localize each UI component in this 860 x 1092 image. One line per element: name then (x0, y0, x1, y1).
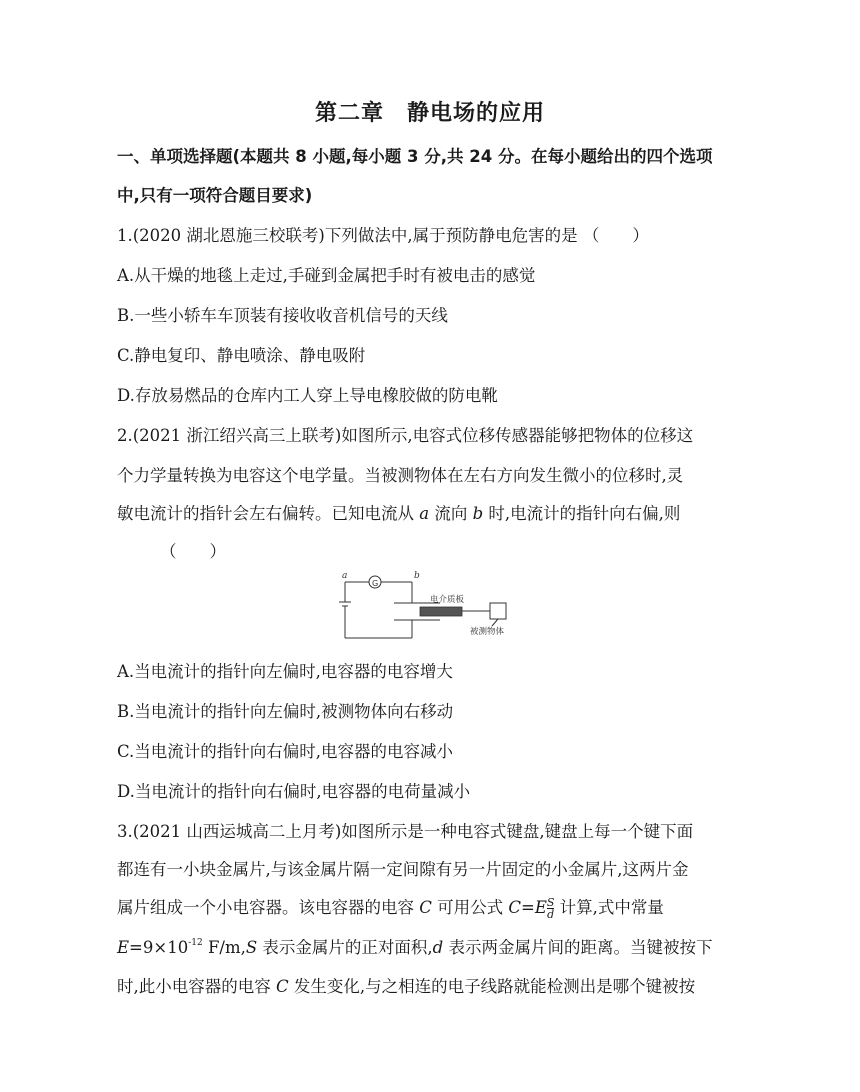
q3-line3: 属片组成一个小电容器。该电容器的电容 C 可用公式 C=E $\frac{S}{d}$ 计算,式中常量 (117, 896, 664, 921)
capacitance-formula: C=E (508, 898, 547, 917)
section-heading-line2: 中,只有一项符合题目要求) (117, 186, 313, 205)
q2-answer-blank: （ ） (160, 542, 226, 561)
q1-option-d: D.存放易燃品的仓库内工人穿上导电橡胶做的防电靴 (117, 386, 498, 405)
galvanometer-label: G (372, 579, 379, 588)
capacitor-sensor-diagram (330, 566, 530, 652)
q1-option-c: C.静电复印、静电喷涂、静电吸附 (117, 346, 366, 365)
q1-option-a: A.从干燥的地毯上走过,手碰到金属把手时有被电击的感觉 (117, 266, 536, 285)
terminal-a-label: a (342, 571, 348, 581)
dielectric-label: 电介质板 (430, 595, 465, 605)
q3-line4: $E=9\times 10^{-12}$ F/m,S 表示金属片的正对面积,d 表示两金属片间的距离。当键被按下 (117, 938, 713, 957)
q2-stem-line3: 敏电流计的指针会左右偏转。已知电流从 a 流向 b 时,电流计的指针向右偏,则 (117, 504, 681, 523)
q2-stem-line2: 个力学量转换为电容这个电学量。当被测物体在左右方向发生微小的位移时,灵 (117, 466, 684, 485)
section-heading-line1: 一、单项选择题(本题共 8 小题,每小题 3 分,共 24 分。在每小题给出的四个选项 (117, 147, 713, 166)
terminal-b-label: b (414, 571, 420, 581)
chapter-title: 第二章 静电场的应用 (314, 101, 545, 126)
q2-stem-line1: 2.(2021 浙江绍兴高三上联考)如图所示,电容式位移传感器能够把物体的位移这 (117, 426, 694, 445)
formula-fraction: $\frac{S}{d}$ (546, 896, 555, 921)
object-label: 被测物体 (470, 627, 505, 637)
q3-line1: 3.(2021 山西运城高二上月考)如图所示是一种电容式键盘,键盘上每一个键下面 (117, 822, 694, 841)
q2-option-d: D.当电流计的指针向右偏时,电容器的电荷量减小 (117, 782, 471, 801)
dielectric-plate (420, 607, 462, 616)
q2-option-b: B.当电流计的指针向左偏时,被测物体向右移动 (117, 702, 454, 721)
q1-stem: 1.(2020 湖北恩施三校联考)下列做法中,属于预防静电危害的是 （ ） (117, 226, 649, 245)
q1-option-b: B.一些小轿车车顶装有接收收音机信号的天线 (117, 306, 448, 325)
q2-option-c: C.当电流计的指针向右偏时,电容器的电容减小 (117, 742, 454, 761)
q3-line5: 时,此小电容器的电容 C 发生变化,与之相连的电子线路就能检测出是哪个键被按 (117, 977, 696, 996)
q3-line2: 都连有一小块金属片,与该金属片隔一定间隙有另一片固定的小金属片,这两片金 (117, 860, 689, 879)
q2-option-a: A.当电流计的指针向左偏时,电容器的电容增大 (117, 662, 453, 681)
